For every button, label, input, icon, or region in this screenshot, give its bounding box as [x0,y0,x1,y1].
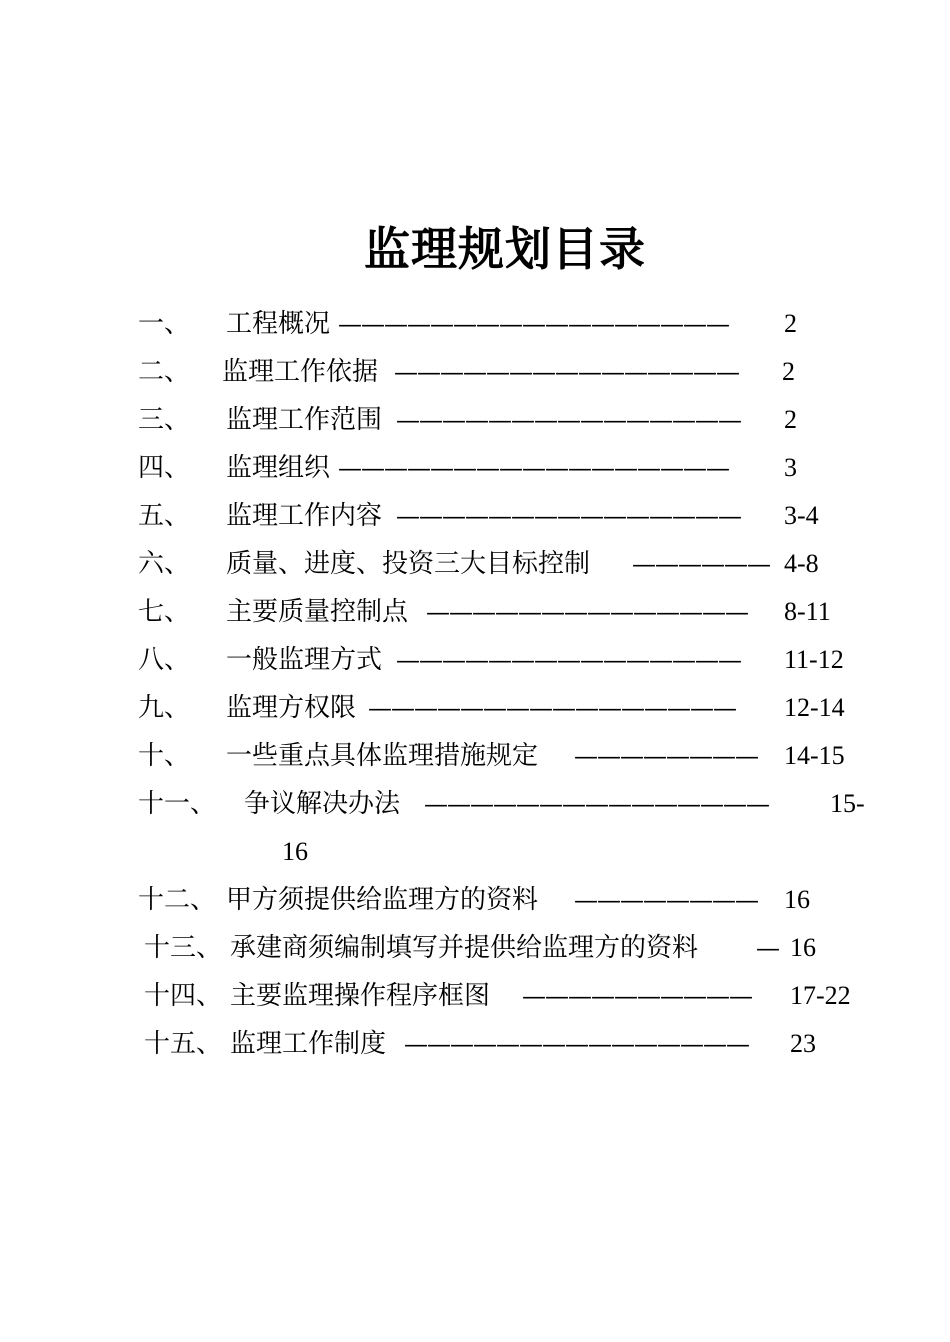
toc-leader: ———————— [574,742,758,770]
toc-page: 12-14 [784,693,845,722]
toc-number: 七、 [138,597,191,627]
toc-number: 十二、 [138,885,217,915]
toc-leader: ——————————————— [394,358,739,386]
toc-page: 16 [784,885,810,914]
toc-leader: ——————————————— [396,502,741,530]
toc-page: 11-12 [784,645,844,674]
toc-text: 工程概况 [226,309,331,339]
toc-number: 十一、 [138,789,217,819]
toc-text: 监理方权限 [226,693,357,723]
toc-number: 四、 [138,453,191,483]
toc-page: 15- [830,789,865,818]
toc-number: 十三、 [144,933,223,963]
toc-text: 监理工作依据 [222,357,379,387]
toc-page: 16 [282,837,308,866]
toc-text: 监理组织 [226,453,331,483]
toc-number: 五、 [138,501,191,531]
toc-leader: ———————————————— [368,694,736,722]
toc-page: 17-22 [790,981,851,1010]
toc-text: 争议解决办法 [244,789,401,819]
toc-leader: —————————— [522,982,752,1010]
toc-text: 监理工作范围 [226,405,383,435]
toc-text: 承建商须编制填写并提供给监理方的资料 [230,933,699,963]
toc-page: 23 [790,1029,816,1058]
toc-leader: —————————————— [426,598,748,626]
toc-text: 监理工作制度 [230,1029,387,1059]
toc-leader: — [756,934,779,962]
toc-text: 一些重点具体监理措施规定 [226,741,539,771]
toc-leader: ——————————————— [396,646,741,674]
toc-number: 九、 [138,693,191,723]
toc-leader: ——————————————— [404,1030,749,1058]
toc-page: 2 [784,309,797,338]
toc-leader: —————— [632,550,770,578]
toc-page: 2 [784,405,797,434]
toc-number: 二、 [138,357,191,387]
toc-number: 六、 [138,549,191,579]
toc-leader: ——————————————— [424,790,769,818]
toc-number: 十五、 [144,1029,223,1059]
toc-leader: ————————————————— [338,310,729,338]
toc-text: 主要质量控制点 [226,597,409,627]
toc-number: 三、 [138,405,191,435]
toc-number: 十四、 [144,981,223,1011]
toc-leader: ————————————————— [338,454,729,482]
toc-page: 8-11 [784,597,831,626]
toc-text: 主要监理操作程序框图 [230,981,491,1011]
toc-page: 16 [790,933,816,962]
page-title: 监理规划目录 [364,222,646,276]
toc-leader: ——————————————— [396,406,741,434]
toc-number: 八、 [138,645,191,675]
toc-number: 一、 [138,309,191,339]
toc-page: 14-15 [784,741,845,770]
toc-page: 3-4 [784,501,819,530]
toc-page: 2 [782,357,795,386]
toc-text: 一般监理方式 [226,645,383,675]
toc-leader: ———————— [574,886,758,914]
toc-number: 十、 [138,741,191,771]
toc-page: 4-8 [784,549,819,578]
toc-text: 监理工作内容 [226,501,383,531]
toc-page: 3 [784,453,797,482]
toc-text: 质量、进度、投资三大目标控制 [226,549,591,579]
toc-text: 甲方须提供给监理方的资料 [226,885,539,915]
